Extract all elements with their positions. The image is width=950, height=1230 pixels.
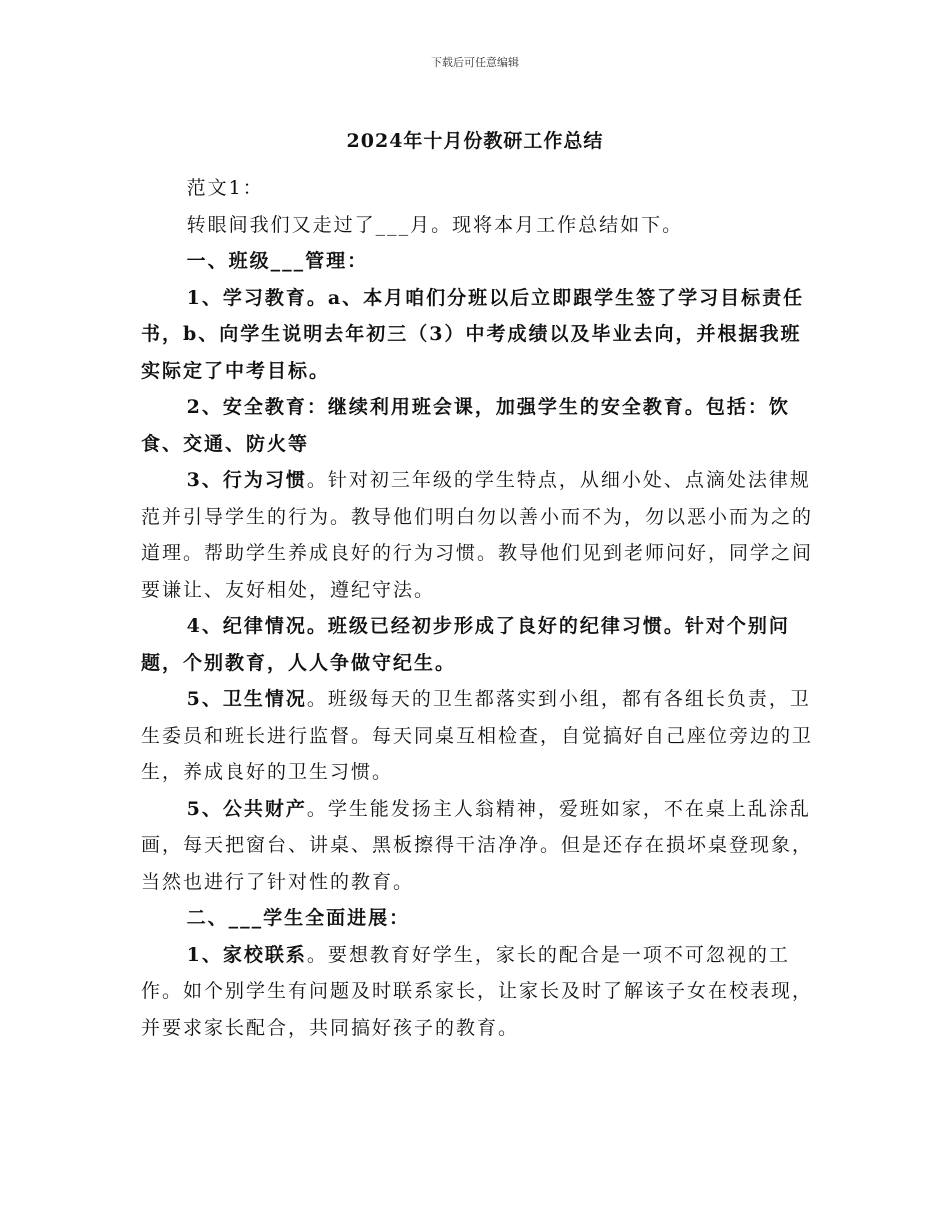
paragraph-public-property <box>141 791 814 901</box>
paragraph-hygiene-title: 5、卫生情况 <box>186 688 307 710</box>
document-body <box>141 170 814 1046</box>
header-note: 下载后可任意编辑 <box>431 56 519 69</box>
paragraph-hygiene <box>141 681 814 791</box>
intro-paragraph: 转眼间我们又走过了___月。现将本月工作总结如下。 <box>186 213 684 236</box>
document-title: 2024年十月份教研工作总结 <box>346 130 604 152</box>
paragraph-discipline: 4、纪律情况。班级已经初步形成了良好的纪律习惯。针对个别问题，个别教育，人人争做守纪生。 <box>141 615 790 674</box>
paragraph-behavior <box>141 462 814 608</box>
paragraph-behavior-title: 3、行为习惯 <box>186 469 307 491</box>
paragraph-safety-education: 2、安全教育：继续利用班会课，加强学生的安全教育。包括：饮食、交通、防火等 <box>141 396 790 455</box>
section-2-heading: 二、___学生全面进展： <box>186 907 411 929</box>
paragraph-public-property-title: 5、公共财产 <box>186 797 307 820</box>
paragraph-home-school-title: 1、家校联系 <box>186 943 307 966</box>
paragraph-hygiene-body: 。班级每天的卫生都落实到小组，都有各组长负责，卫生委员和班长进行监督。每天同桌互相检查，自觉搞好自己座位旁边的卫生，养成良好的卫生习惯。 <box>141 688 814 783</box>
paragraph-behavior-body: 。针对初三年级的学生特点，从细小处、点滴处法律规范并引导学生的行为。教导他们明白勿以善小而不为，勿以恶小而为之的道理。帮助学生养成良好的行为习惯。教导他们见到老师问好，同学之间要谦让、友好相处，遵纪守法。 <box>141 469 814 601</box>
paragraph-study-education: 1、学习教育。a、本月咱们分班以后立即跟学生签了学习目标责任书，b、向学生说明去年初三（3）中考成绩以及毕业去向，并根据我班实际定了中考目标。 <box>141 286 805 382</box>
section-1-heading: 一、班级___管理： <box>186 250 369 272</box>
paragraph-public-property-body: 。学生能发扬主人翁精神，爱班如家，不在桌上乱涂乱画，每天把窗台、讲桌、黑板擦得干洁净净。但是还存在损坏桌登现象，当然也进行了针对性的教育。 <box>141 797 814 893</box>
paragraph-home-school <box>141 937 814 1047</box>
paragraph-home-school-body: 。要想教育好学生，家长的配合是一项不可忽视的工作。如个别学生有问题及时联系家长，让家长及时了解该子女在校表现，并要求家长配合，共同搞好孩子的教育。 <box>141 943 814 1039</box>
sample-label: 范文1： <box>186 177 264 199</box>
